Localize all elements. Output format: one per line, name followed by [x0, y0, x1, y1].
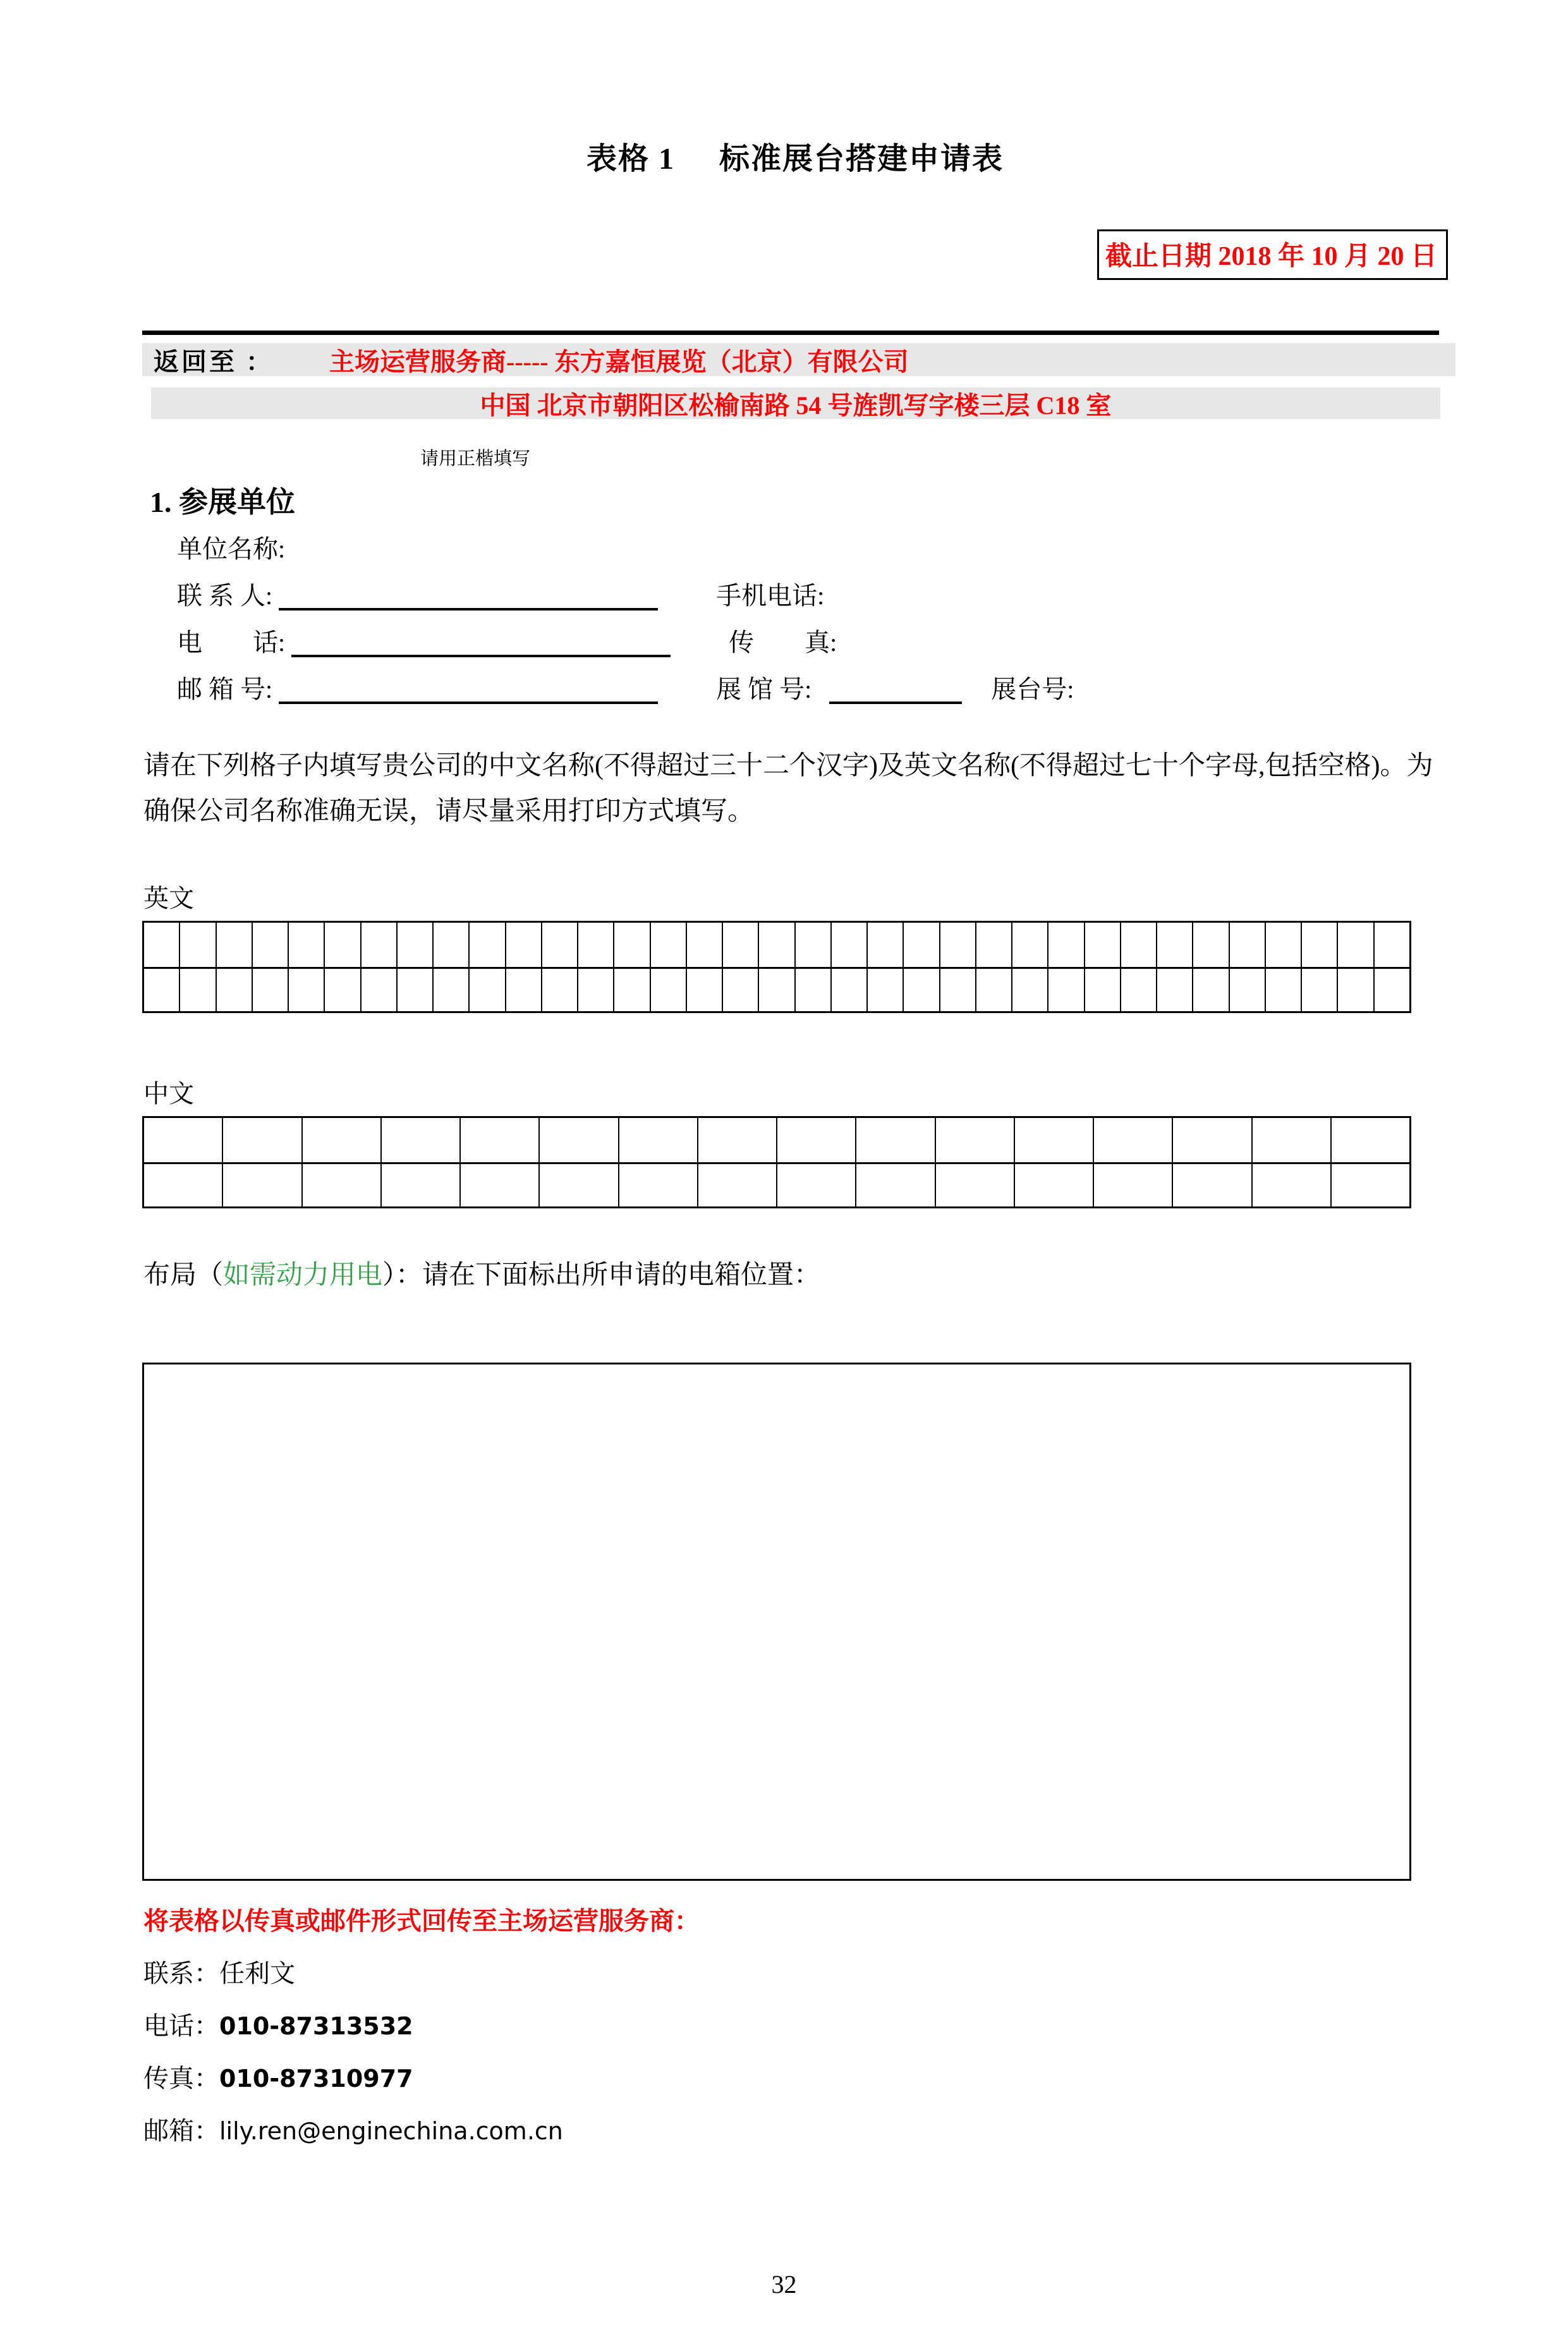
character-cell[interactable]: [794, 969, 830, 1011]
footer-phone-value: 010-87313532: [219, 2012, 413, 2040]
character-cell[interactable]: [222, 1164, 301, 1206]
character-cell[interactable]: [432, 969, 468, 1011]
layout-drawing-box[interactable]: [142, 1363, 1411, 1881]
contact-person-field[interactable]: [279, 583, 658, 611]
character-cell[interactable]: [1301, 923, 1337, 967]
power-supply-note: 如需动力用电: [223, 1261, 383, 1290]
character-cell[interactable]: [618, 1118, 697, 1162]
character-cell[interactable]: [776, 1118, 855, 1162]
fax-label: 传 真:: [729, 628, 837, 657]
footer-fax-row: [142, 2058, 1448, 2094]
character-cell[interactable]: [1251, 1164, 1330, 1206]
form-number: 表格 1: [586, 142, 675, 176]
address-bar: [151, 387, 1440, 419]
character-cell[interactable]: [866, 969, 903, 1011]
character-cell[interactable]: [722, 923, 758, 967]
character-cell[interactable]: [252, 923, 288, 967]
character-cell[interactable]: [288, 923, 324, 967]
character-cell[interactable]: [1229, 969, 1265, 1011]
character-cell[interactable]: [1047, 969, 1083, 1011]
character-cell[interactable]: [216, 969, 252, 1011]
character-cell[interactable]: [301, 1118, 380, 1162]
horizontal-rule: [142, 331, 1439, 335]
company-name-row: [142, 535, 1448, 564]
character-cell[interactable]: [577, 923, 613, 967]
footer-email-label: 邮箱：: [143, 2117, 219, 2145]
character-cell[interactable]: [144, 1164, 222, 1206]
character-cell[interactable]: [1120, 969, 1156, 1011]
deadline-box: 截止日期 2018 年 10 月 20 日: [1097, 229, 1448, 280]
character-cell[interactable]: [538, 1164, 617, 1206]
character-cell[interactable]: [1192, 969, 1228, 1011]
character-cell[interactable]: [1251, 1118, 1330, 1162]
grid-row: [144, 923, 1409, 967]
footer-email-row: [142, 2111, 1448, 2147]
footer-return-note: 将表格以传真或邮件形式回传至主场运营服务商：: [143, 1907, 700, 1935]
character-cell[interactable]: [613, 923, 649, 967]
character-cell[interactable]: [288, 969, 324, 1011]
character-cell[interactable]: [1093, 1164, 1172, 1206]
form-page: [142, 134, 1448, 2147]
character-cell[interactable]: [939, 923, 975, 967]
character-cell[interactable]: [505, 969, 541, 1011]
layout-prefix: 布局（: [143, 1261, 224, 1290]
character-cell[interactable]: [794, 923, 830, 967]
email-field[interactable]: [279, 676, 658, 704]
character-cell[interactable]: [697, 1118, 776, 1162]
character-cell[interactable]: [1084, 923, 1120, 967]
character-cell[interactable]: [1172, 1118, 1251, 1162]
character-cell[interactable]: [722, 969, 758, 1011]
character-cell[interactable]: [459, 1164, 538, 1206]
character-cell[interactable]: [855, 1164, 934, 1206]
character-cell[interactable]: [686, 923, 722, 967]
character-cell[interactable]: [1373, 923, 1409, 967]
character-cell[interactable]: [686, 969, 722, 1011]
chinese-name-grid: [142, 1116, 1411, 1208]
character-cell[interactable]: [1330, 1164, 1409, 1206]
footer-phone-row: [142, 2006, 1448, 2042]
footer-email-value: lily.ren@enginechina.com.cn: [219, 2117, 563, 2145]
section1-heading: 1. 参展单位: [150, 486, 295, 518]
layout-instruction: [142, 1254, 1448, 1292]
character-cell[interactable]: [252, 969, 288, 1011]
character-cell[interactable]: [541, 923, 577, 967]
character-cell[interactable]: [975, 969, 1011, 1011]
character-cell[interactable]: [380, 1164, 459, 1206]
hall-no-field[interactable]: [829, 676, 962, 704]
footer-contact-name: 任利文: [219, 1959, 295, 1988]
form-title-text: 标准展台搭建申请表: [719, 142, 1004, 176]
english-grid-label: 英文: [143, 884, 194, 913]
character-cell[interactable]: [1172, 1164, 1251, 1206]
character-cell[interactable]: [222, 1118, 301, 1162]
character-cell[interactable]: [1373, 969, 1409, 1011]
character-cell[interactable]: [939, 969, 975, 1011]
character-cell[interactable]: [1014, 1118, 1093, 1162]
contact-row: [142, 581, 1448, 611]
chinese-grid-label: 中文: [143, 1079, 194, 1108]
character-cell[interactable]: [468, 923, 504, 967]
character-cell[interactable]: [650, 969, 686, 1011]
contact-person-label: 联 系 人:: [177, 581, 273, 610]
character-cell[interactable]: [830, 969, 866, 1011]
character-cell[interactable]: [396, 969, 432, 1011]
character-cell[interactable]: [380, 1118, 459, 1162]
character-cell[interactable]: [459, 1118, 538, 1162]
character-cell[interactable]: [468, 969, 504, 1011]
character-cell[interactable]: [613, 969, 649, 1011]
footer-phone-label: 电话：: [143, 2012, 219, 2040]
email-row: [142, 675, 1448, 704]
block-letters-note: 请用正楷填写: [420, 449, 531, 469]
return-to-label: 返回至 ：: [154, 347, 274, 376]
booth-no-label: 展台号:: [991, 675, 1074, 703]
footer-fax-label: 传真：: [143, 2064, 219, 2093]
name-grid-instructions: 请在下列格子内填写贵公司的中文名称(不得超过三十二个汉字)及英文名称(不得超过七十个字母,包括空格)。为确保公司名称准确无误，请尽量采用打印方式填写。: [143, 751, 1433, 826]
character-cell[interactable]: [1229, 923, 1265, 967]
character-cell[interactable]: [830, 923, 866, 967]
grid-row: [144, 1118, 1409, 1162]
email-label: 邮 箱 号:: [177, 675, 273, 703]
character-cell[interactable]: [697, 1164, 776, 1206]
character-cell[interactable]: [396, 923, 432, 967]
character-cell[interactable]: [360, 923, 396, 967]
character-cell[interactable]: [1084, 969, 1120, 1011]
character-cell[interactable]: [1156, 969, 1192, 1011]
character-cell[interactable]: [179, 923, 215, 967]
character-cell[interactable]: [776, 1164, 855, 1206]
hall-no-label: 展 馆 号:: [716, 675, 812, 703]
return-to-bar: [142, 343, 1456, 376]
character-cell[interactable]: [1301, 969, 1337, 1011]
provider-address: 中国 北京市朝阳区松榆南路 54 号旌凯写字楼三层 C18 室: [480, 391, 1112, 420]
character-cell[interactable]: [618, 1164, 697, 1206]
service-provider-text: 主场运营服务商----- 东方嘉恒展览（北京）有限公司: [329, 347, 909, 376]
character-cell[interactable]: [1265, 969, 1301, 1011]
footer-fax-value: 010-87310977: [219, 2065, 413, 2093]
character-cell[interactable]: [855, 1118, 934, 1162]
phone-label: 电 话:: [177, 628, 286, 657]
character-cell[interactable]: [144, 923, 179, 967]
character-cell[interactable]: [577, 969, 613, 1011]
layout-suffix: ）：请在下面标出所申请的电箱位置：: [382, 1261, 821, 1290]
character-cell[interactable]: [1337, 923, 1373, 967]
mobile-label: 手机电话:: [716, 581, 825, 610]
character-cell[interactable]: [935, 1164, 1014, 1206]
character-cell[interactable]: [1011, 969, 1047, 1011]
company-name-label: 单位名称:: [177, 535, 286, 563]
character-cell[interactable]: [541, 969, 577, 1011]
character-cell[interactable]: [144, 969, 179, 1011]
grid-row: [144, 967, 1409, 1011]
character-cell[interactable]: [1120, 923, 1156, 967]
page-title: [142, 134, 1448, 178]
character-cell[interactable]: [324, 923, 360, 967]
character-cell[interactable]: [144, 1118, 222, 1162]
grid-row: [144, 1162, 1409, 1206]
character-cell[interactable]: [1014, 1164, 1093, 1206]
character-cell[interactable]: [324, 969, 360, 1011]
character-cell[interactable]: [505, 923, 541, 967]
character-cell[interactable]: [1156, 923, 1192, 967]
page-number: 32: [771, 2270, 797, 2299]
character-cell[interactable]: [903, 923, 939, 967]
character-cell[interactable]: [903, 969, 939, 1011]
character-cell[interactable]: [935, 1118, 1014, 1162]
character-cell[interactable]: [216, 923, 252, 967]
character-cell[interactable]: [1330, 1118, 1409, 1162]
character-cell[interactable]: [1265, 923, 1301, 967]
character-cell[interactable]: [301, 1164, 380, 1206]
character-cell[interactable]: [432, 923, 468, 967]
character-cell[interactable]: [975, 923, 1011, 967]
phone-field[interactable]: [291, 629, 671, 657]
character-cell[interactable]: [866, 923, 903, 967]
character-cell[interactable]: [360, 969, 396, 1011]
english-name-grid: [142, 921, 1411, 1013]
character-cell[interactable]: [1337, 969, 1373, 1011]
character-cell[interactable]: [1047, 923, 1083, 967]
character-cell[interactable]: [538, 1118, 617, 1162]
character-cell[interactable]: [1093, 1118, 1172, 1162]
phone-row: [142, 628, 1448, 657]
footer-contact-row: [142, 1953, 1448, 1990]
deadline-row: [142, 229, 1448, 280]
character-cell[interactable]: [1011, 923, 1047, 967]
character-cell[interactable]: [179, 969, 215, 1011]
character-cell[interactable]: [758, 923, 794, 967]
character-cell[interactable]: [758, 969, 794, 1011]
character-cell[interactable]: [1192, 923, 1228, 967]
footer-contact-label: 联系：: [143, 1959, 219, 1988]
character-cell[interactable]: [650, 923, 686, 967]
